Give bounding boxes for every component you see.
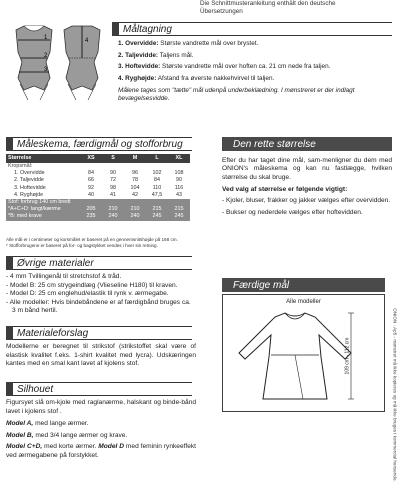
silhouette-banner [6, 382, 192, 396]
top-note-line2: Übersetzungen [200, 8, 243, 15]
table-row: *A+C+D: langt/kærme 205 210 210 215 215 [6, 206, 190, 213]
measurement-item: 3. Hoftevidde: Største vandrette mål over hoften ca. 21 cm nede fra taljen. [118, 63, 331, 71]
measurement-note: Målene tages som "tætte" mål udenpå underbeklædning. I mønstreret er der indlagt bevægelsesvidde. [118, 86, 355, 103]
maltagning-banner [112, 22, 392, 36]
model-cd-line: Model C+D, med korte ærmer. Model D med feminin rynkeeffekt ved ærmegabene på forstykket. [6, 443, 196, 459]
svg-text:2: 2 [44, 53, 48, 59]
dress-drawing [223, 295, 384, 411]
list-item: - Alle modeller: Hvis bindebåndene er af færdigbånd bruges ca. 3 m bånd hertil. [6, 298, 191, 315]
silhouette-title: Silhouet [17, 383, 54, 395]
table-row: 2. Taljevidde 66 72 78 84 90 [14, 177, 182, 184]
model-a-line: Model A, med lange ærmer. [6, 420, 89, 428]
body-figure-drawing [6, 22, 110, 102]
list-item: - Model B: 25 cm strygeindlæg (Vlieseline H180) til kraven. [6, 281, 178, 289]
right-size-text [222, 157, 392, 217]
dress-length-label: 109 cm - 112 cm [344, 337, 351, 375]
model-b-line: Model B, med 3/4 lange ærmer og krave. [6, 431, 128, 439]
table-header-row: Størrelse XS S M L XL [6, 154, 190, 163]
top-note [200, 0, 390, 16]
measurement-list [118, 40, 390, 107]
table-row: Kropsmål: [8, 163, 33, 169]
finished-dress-box [222, 294, 385, 412]
table-row: 3. Hoftevidde 92 98 104 110 116 [14, 184, 184, 191]
finished-title: Færdige mål [233, 279, 290, 291]
side-copyright-text: ONION · Ap5 - mønstret må ikke kopieres og må ikke bruges i kommercial hensende. [392, 308, 398, 482]
list-item: - 4 mm Tvillingenål til stretchstof & tråd. [6, 273, 122, 280]
list-item: - Model D: 25 cm englehud/elastik til rynk v. ærmegabe. [6, 290, 169, 298]
size-section-banner [6, 137, 192, 151]
table-row: 1. Overvidde 84 90 96 102 108 [14, 170, 184, 177]
silhouette-text: Figursyet slå om-kjole med raglanærme, halskant og binde-bånd lavet i kjolens stof . Model A, med lange ærmer. Model B, med 3/4 lange ærmer og krave. Model C+D, med korte ærmer. Model D med feminin rynkeeffekt ved ærmegabene på forstykket. [6, 399, 196, 459]
finished-banner [222, 278, 385, 292]
maltagning-title: Måltagning [123, 23, 172, 35]
svg-text:1: 1 [44, 35, 48, 41]
dress-model-label: Alle modeller [286, 299, 321, 305]
body-measurement-figure [6, 22, 110, 102]
right-size-bullet: - Kjoler, bluser, frakker og jakker vælges efter overvidden. [222, 196, 391, 204]
size-section-title: Måleskema, færdigmål og stofforbrug [17, 138, 183, 150]
table-row: 4. Ryghøjde 40 41 42 47,5 43 [14, 191, 182, 198]
right-size-intro: Efter du har taget dine mål, sam-menligner du dem med ONION's måleskema og kan nu fastlægge, hvilken størrelse du skal bruge. [222, 157, 392, 181]
top-note-line1: Die Schnittmusteranleitung enthält den deutsche [200, 0, 336, 7]
measurement-item: 1. Overvidde: Største vandrette mål over brystet. [118, 40, 259, 47]
svg-text:3: 3 [44, 67, 48, 73]
measurement-item: 4. Ryghøjde: Afstand fra øverste nakkehvirvel til taljen. [118, 75, 275, 83]
svg-text:4: 4 [85, 38, 89, 44]
material-suggestion-banner [6, 326, 192, 340]
measurement-item: 2. Taljevidde: Taljens mål. [118, 51, 194, 59]
table-notes: Alle mål er i centimeter og korsmålet er baseret på en gennemsnitshøjde på 168 cm. * Stofforbrugene er baseret på for- og bagstykket vendes i hver sin retning. [6, 237, 178, 248]
materials-list [6, 273, 196, 316]
right-size-bullet: - Bukser og nederdele vælges efter hoftevidden. [222, 209, 363, 217]
right-size-heading: Ved valg af størrelse er følgende vigtigt: [222, 186, 348, 194]
material-suggestion-title: Materialeforslag [17, 327, 89, 339]
materials-banner [6, 256, 192, 270]
materials-title: Øvrige materialer [17, 257, 94, 269]
material-suggestion-text: Modellerne er beregnet til strikstof (strikstoffet skal være of elastisk kvalitet f.eks. 1-shirt kvalitet med lycra). Udskæringen kantes med en smal kant lavet af kjolens stof. [6, 343, 196, 368]
table-row: Stof: forbrug 140 cm bredt [6, 199, 190, 206]
table-row: *B: med krave 235 240 240 245 245 [6, 213, 190, 220]
size-table [6, 154, 190, 221]
right-size-title: Den rette størrelse [233, 138, 316, 150]
right-size-banner [222, 137, 392, 151]
